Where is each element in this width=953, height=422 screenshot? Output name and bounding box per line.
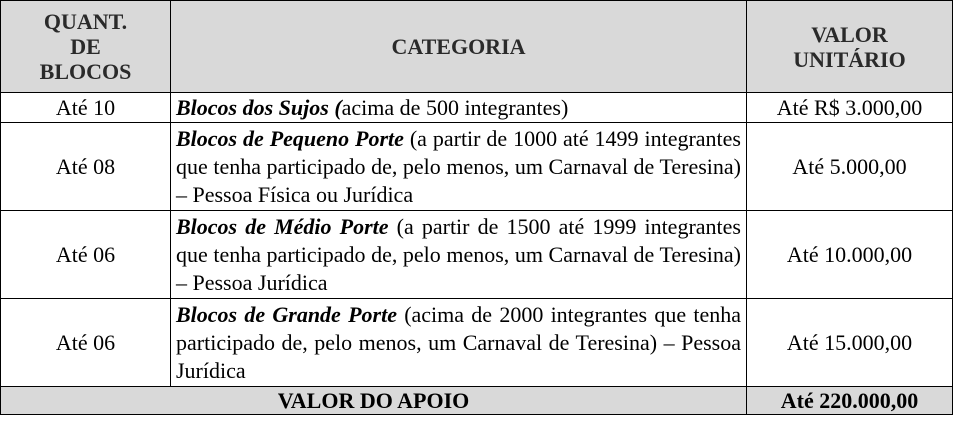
row-value: Até 15.000,00	[747, 299, 953, 387]
header-value-line2: UNITÁRIO	[793, 46, 906, 72]
row-quantity: Até 08	[1, 123, 171, 211]
table-row	[1, 123, 953, 211]
total-label: VALOR DO APOIO	[1, 387, 747, 415]
header-value	[747, 1, 953, 93]
row-category	[171, 123, 747, 211]
header-quantity-line2: DE	[70, 34, 101, 59]
category-name: Blocos de Grande Porte	[176, 301, 397, 327]
row-category	[171, 211, 747, 299]
row-value: Até 5.000,00	[747, 123, 953, 211]
category-name: Blocos de Médio Porte	[176, 213, 389, 239]
header-quantity	[1, 1, 171, 93]
category-name: Blocos de Pequeno Porte	[176, 125, 404, 151]
row-quantity: Até 06	[1, 299, 171, 387]
table-total-row	[1, 387, 953, 415]
category-name: Blocos dos Sujos (	[176, 94, 342, 120]
table-row	[1, 93, 953, 123]
row-value: Até 10.000,00	[747, 211, 953, 299]
table-row	[1, 299, 953, 387]
category-description: (a partir de 1000 até 1499 integrantes que tenha participado de, pelo menos, um Carnaval de Teresina) – Pessoa Física ou Jurídica	[176, 125, 741, 207]
row-quantity: Até 10	[1, 93, 171, 123]
category-description: (a partir de 1500 até 1999 integrantes que tenha participado de, pelo menos, um Carnaval de Teresina) – Pessoa Jurídica	[176, 213, 741, 295]
header-category: CATEGORIA	[171, 1, 747, 93]
category-description: (acima de 2000 integrantes que tenha participado de, pelo menos, um Carnaval de Teresina) – Pessoa Jurídica	[176, 301, 741, 383]
row-category	[171, 299, 747, 387]
header-quantity-line1: QUANT.	[43, 9, 128, 34]
row-quantity: Até 06	[1, 211, 171, 299]
row-value: Até R$ 3.000,00	[747, 93, 953, 123]
table-row	[1, 211, 953, 299]
total-value: Até 220.000,00	[747, 387, 953, 415]
category-description: acima de 500 integrantes)	[341, 94, 569, 120]
header-quantity-line3: BLOCOS	[39, 59, 132, 84]
header-value-line1: VALOR	[811, 21, 888, 47]
table-header-row	[1, 1, 953, 93]
row-category	[171, 93, 747, 123]
